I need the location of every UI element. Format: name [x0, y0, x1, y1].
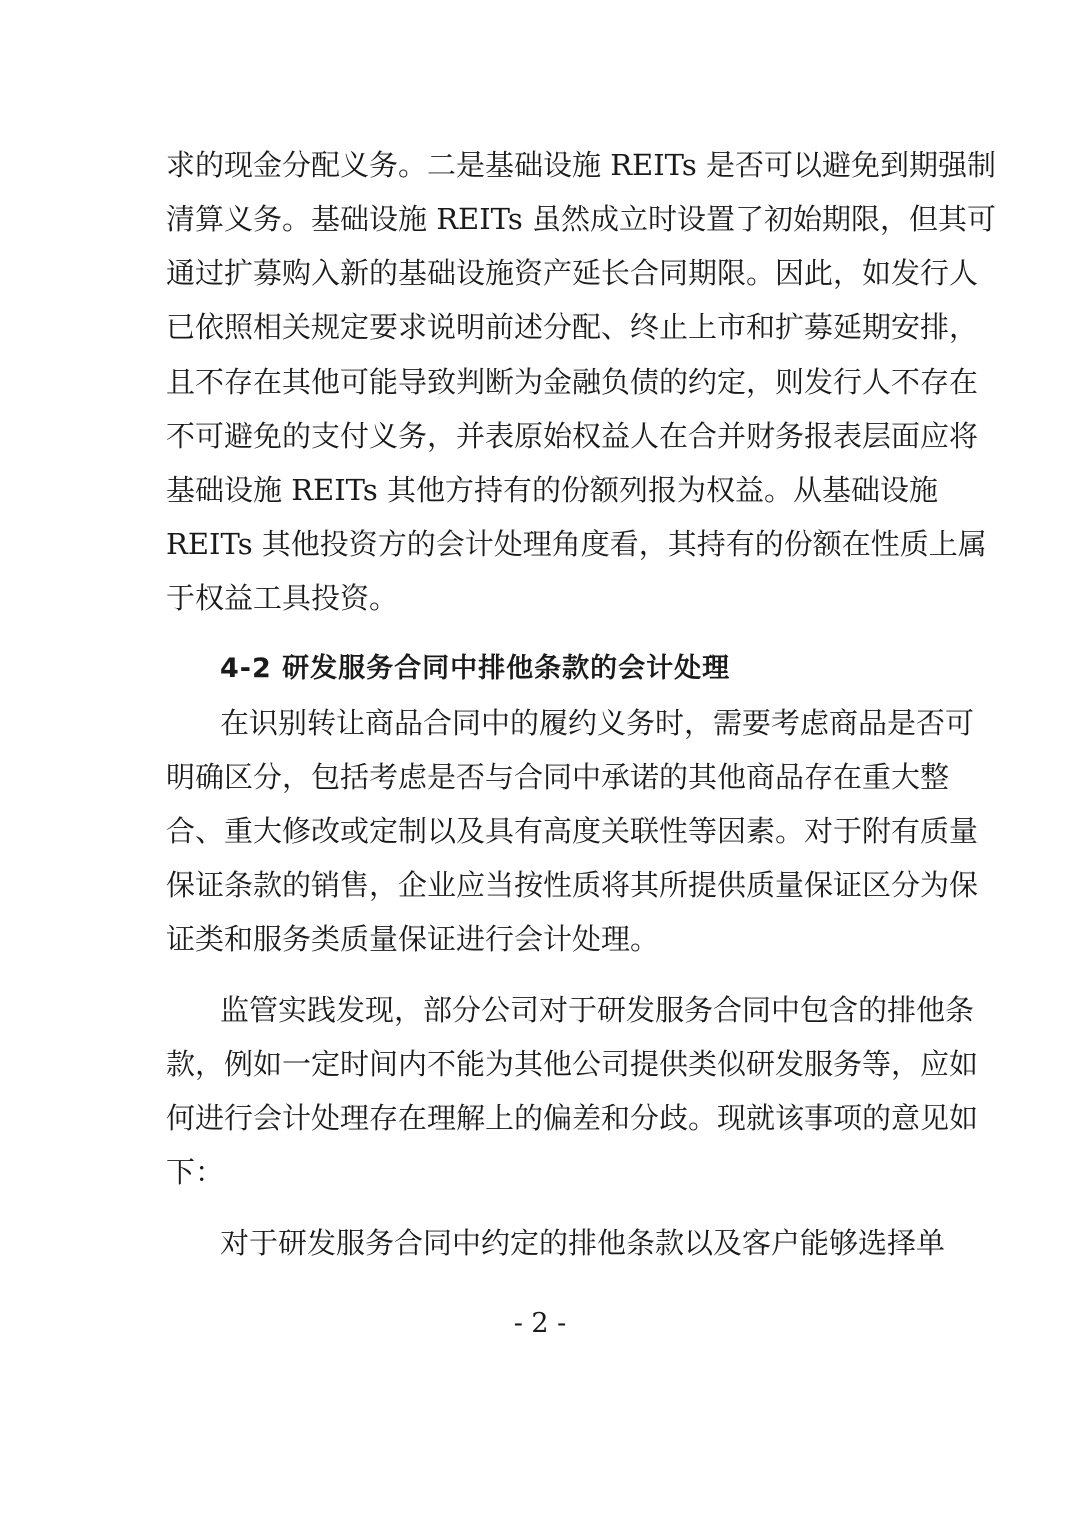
paragraph-3-line-3: 何进行会计处理存在理解上的偏差和分歧。现就该事项的意见如 — [166, 1101, 979, 1135]
paragraph-3-line-2: 款，例如一定时间内不能为其他公司提供类似研发服务等，应如 — [166, 1047, 979, 1081]
paragraph-1-line-5: 且不存在其他可能导致判断为金融负债的约定，则发行人不存在 — [166, 365, 979, 399]
paragraph-2-line-4: 保证条款的销售，企业应当按性质将其所提供质量保证区分为保 — [166, 868, 979, 902]
paragraph-1-line-2: 清算义务。基础设施 REITs 虽然成立时设置了初始期限，但其可 — [166, 202, 997, 236]
paragraph-4-line-1: 对于研发服务合同中约定的排他条款以及客户能够选择单 — [220, 1226, 946, 1260]
paragraph-3-line-1: 监管实践发现，部分公司对于研发服务合同中包含的排他条 — [220, 993, 975, 1027]
paragraph-1-line-6: 不可避免的支付义务，并表原始权益人在合并财务报表层面应将 — [166, 419, 979, 453]
paragraph-1-line-9: 于权益工具投资。 — [166, 581, 399, 615]
paragraph-1-line-3: 通过扩募购入新的基础设施资产延长合同期限。因此，如发行人 — [166, 256, 979, 290]
paragraph-2-line-1: 在识别转让商品合同中的履约义务时，需要考虑商品是否可 — [220, 706, 975, 740]
page-number: - 2 - — [513, 1308, 567, 1339]
paragraph-1-line-1: 求的现金分配义务。二是基础设施 REITs 是否可以避免到期强制 — [166, 148, 997, 182]
paragraph-1-line-8: REITs 其他投资方的会计处理角度看，其持有的份额在性质上属 — [166, 527, 987, 561]
section-heading: 4-2 研发服务合同中排他条款的会计处理 — [220, 653, 731, 684]
paragraph-2-line-5: 证类和服务类质量保证进行会计处理。 — [166, 922, 660, 956]
paragraph-2-line-2: 明确区分，包括考虑是否与合同中承诺的其他商品存在重大整 — [166, 760, 950, 794]
paragraph-1-line-4: 已依照相关规定要求说明前述分配、终止上市和扩募延期安排， — [166, 310, 979, 344]
paragraph-2-line-3: 合、重大修改或定制以及具有高度关联性等因素。对于附有质量 — [166, 814, 979, 848]
paragraph-3-line-4: 下： — [166, 1155, 225, 1189]
paragraph-1-line-7: 基础设施 REITs 其他方持有的份额列报为权益。从基础设施 — [166, 473, 939, 507]
